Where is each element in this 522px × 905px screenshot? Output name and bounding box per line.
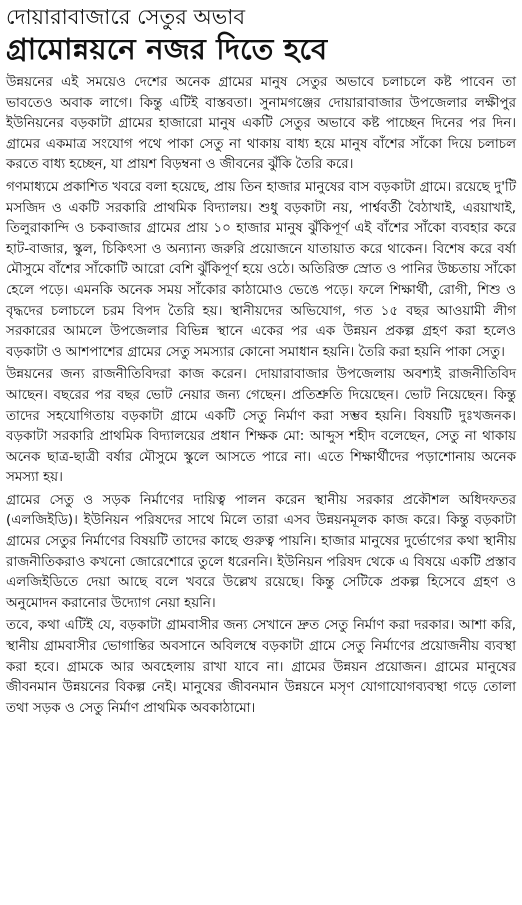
article-kicker: দোয়ারাবাজারে সেতুর অভাব [6, 5, 246, 29]
article-headline: গ্রামোন্নয়নে নজর দিতে হবে [6, 32, 328, 66]
article-body [6, 73, 516, 719]
article-paragraph: উন্নয়নের জন্য রাজনীতিবিদরা কাজ করেন। দোয়ারাবাজার উপজেলায় অবশ্যই রাজনীতিবিদ আছেন। বছরের পর বছর ভোট নেয়ার জন্য গেছেন। প্রতিশ্রুতি দিয়েছেন। ভোট নিয়েছেন। কিন্তু তাদের সহযোগিতায় বড়কাটা গ্রামে একটি সেতু নির্মাণ করা সম্ভব হয়নি। বিষয়টি দুঃখজনক। বড়কাটা সরকারি প্রাথমিক বিদ্যালয়ের প্রধান শিক্ষক মো: আব্দুস শহীদ বলেছেন, সেতু না থাকায় অনেক ছাত্র-ছাত্রী বর্ষার মৌসুমে স্কুলে আসতে পারে না। এতে শিক্ষার্থীদের পড়াশোনায় অনেক সমস্যা হয়। [6, 367, 516, 486]
article-paragraph: গ্রামের সেতু ও সড়ক নির্মাণের দায়িত্ব পালন করেন স্থানীয় সরকার প্রকৌশল অধিদফতর (এলজিইডি)। ইউনিয়ন পরিষদের সাথে মিলে তারা এসব উন্নয়নমূলক কাজ করে। কিন্তু বড়কাটা গ্রামের সেতুর নির্মাণের বিষয়টি তাদের কাছে গুরুত্ব পায়নি। হাজার মানুষের দুর্ভোগের কথা স্থানীয় রাজনীতিকরাও কখনো জোরেশোরে তুলে ধরেননি। ইউনিয়ন পরিষদ থেকে এ বিষয়ে একটি প্রস্তাব এলজিইডিতে দেয়া আছে বলে খবরে উল্লেখ রয়েছে। কিন্তু সেটিকে প্রকল্প হিসেবে গ্রহণ ও অনুমোদন করানোর উদ্যোগ নেয়া হয়নি। [6, 492, 516, 611]
article-paragraph: গণমাধ্যমে প্রকাশিত খবরে বলা হয়েছে, প্রায় তিন হাজার মানুষের বাস বড়কাটা গ্রামে। রয়েছে দু'টি মসজিদ ও একটি সরকারি প্রাথমিক বিদ্যালয়। শুধু বড়কাটা নয়, পার্শ্ববর্তী বৈঠাখাই, এরয়াখাই, তিলুরাকান্দি ও চকবাজার গ্রামের প্রায় ১০ হাজার মানুষ ঝুঁকিপূর্ণ এই বাঁশের সাঁকো ব্যবহার করে হাট-বাজার, স্কুল, চিকিৎসা ও অন্যান্য জরুরি প্রয়োজনে যাতায়াত করে থাকেন। বিশেষ করে বর্ষা মৌসুমে বাঁশের সাঁকোটি আরো বেশি ঝুঁকিপূর্ণ হয়ে ওঠে। অতিরিক্ত স্রোত ও পানির উচ্চতায় সাঁকো হেলে পড়ে। এমনকি অনেক সময় সাঁকোর কাঠামোও ভেঙে পড়ে। ফলে শিক্ষার্থী, রোগী, শিশু ও বৃদ্ধদের চলাচলে চরম বিপদ তৈরি হয়। স্থানীয়দের অভিযোগ, গত ১৫ বছর আওয়ামী লীগ সরকারের আমলে উপজেলার বিভিন্ন স্থানে একের পর এক উন্নয়ন প্রকল্প গ্রহণ করা হলেও বড়কাটা ও আশপাশের গ্রামের সেতু সমস্যার কোনো সমাধান হয়নি। তৈরি করা হয়নি পাকা সেতু। [6, 179, 516, 360]
article-paragraph: তবে, কথা এটিই যে, বড়কাটা গ্রামবাসীর জন্য সেখানে দ্রুত সেতু নির্মাণ করা দরকার। আশা করি, স্থানীয় গ্রামবাসীর ভোগান্তির অবসানে অবিলম্বে বড়কাটা গ্রামে সেতু নির্মাণের প্রয়োজনীয় ব্যবস্থা করা হবে। গ্রামকে আর অবহেলায় রাখা যাবে না। গ্রামের উন্নয়ন প্রয়োজন। গ্রামের মানুষের জীবনমান উন্নয়নের বিকল্প নেই। মানুষের জীবনমান উন্নয়নে মসৃণ যোগাযোগব্যবস্থা গড়ে তোলা তথা সড়ক ও সেতু নির্মাণ প্রাথমিক অবকাঠামো। [6, 618, 516, 716]
article-paragraph: উন্নয়নের এই সময়েও দেশের অনেক গ্রামের মানুষ সেতুর অভাবে চলাচলে কষ্ট পাবেন তা ভাবতেও অবাক লাগে। কিন্তু এটিই বাস্তবতা। সুনামগঞ্জের দোয়ারাবাজার উপজেলার লক্ষীপুর ইউনিয়নের বড়কাটা গ্রামের হাজারো মানুষ একটি সেতুর অভাবে কষ্ট পাচ্ছেন দিনের পর দিন। গ্রামের একমাত্র সংযোগ পথে পাকা সেতু না থাকায় বাধ্য হয়ে মানুষ বাঁশের সাঁকো দিয়ে চলাচল করতে বাধ্য হচ্ছেন, যা প্রায়শ বিড়ম্বনা ও জীবনের ঝুঁকি তৈরি করে। [6, 75, 516, 173]
